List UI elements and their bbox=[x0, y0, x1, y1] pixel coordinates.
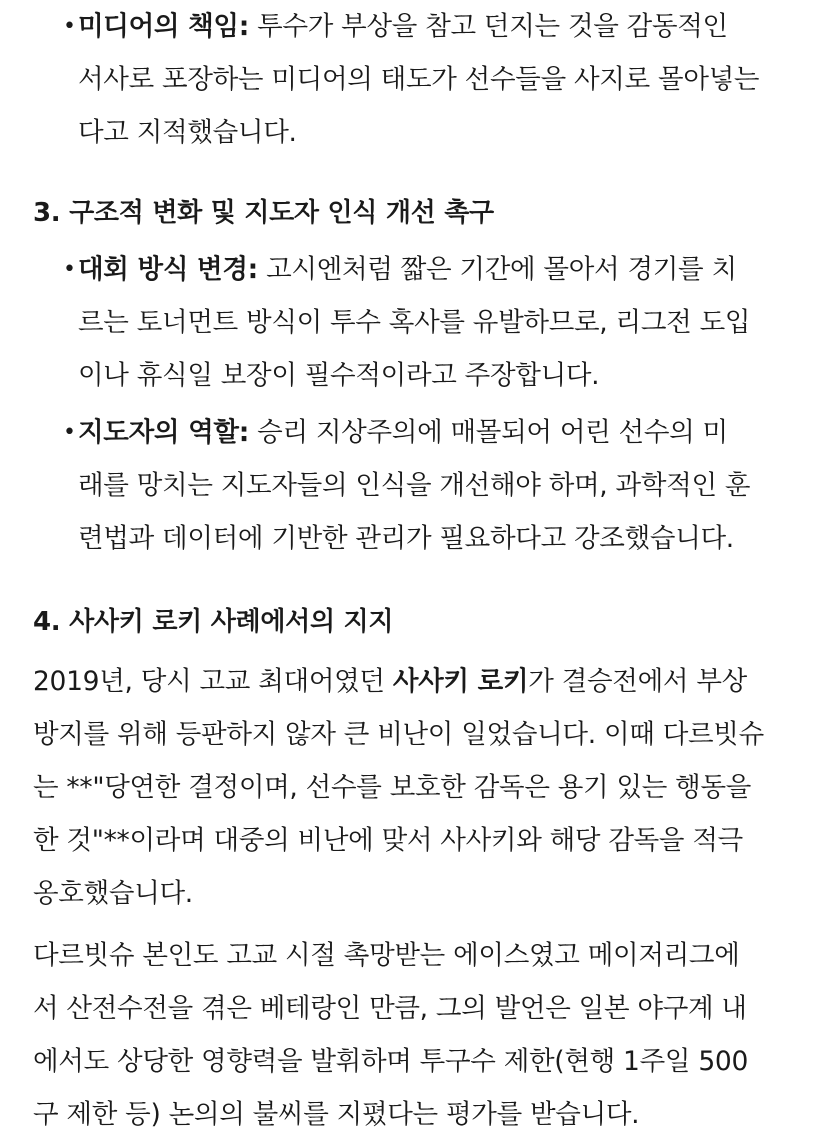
bullet-text: 고시엔처럼 짧은 기간에 몰아서 경기를 치 bbox=[257, 254, 737, 285]
paragraph-line: 방지를 위해 등판하지 않자 큰 비난이 일었습니다. 이때 다르빗슈 bbox=[33, 719, 764, 750]
paragraph-line: 구 제한 등) 논의의 불씨를 지폈다는 평가를 받습니다. bbox=[33, 1099, 640, 1130]
section-heading-3: 3. 구조적 변화 및 지도자 인식 개선 촉구 bbox=[33, 198, 494, 228]
section-heading-4: 4. 사사키 로키 사례에서의 지지 bbox=[33, 607, 394, 637]
bullet-line bbox=[78, 0, 795, 53]
paragraph-text: 가 결승전에서 부상 bbox=[528, 666, 747, 697]
bullet-term: 대회 방식 변경: bbox=[78, 254, 258, 285]
paragraph-line: 옹호했습니다. bbox=[33, 878, 193, 909]
paragraph-line: 다르빗슈 본인도 고교 시절 촉망받는 에이스였고 메이저리그에 bbox=[33, 940, 740, 971]
bullet-tournament-format bbox=[33, 243, 795, 402]
paragraph-sasaki bbox=[33, 655, 795, 920]
bullet-line: 르는 토너먼트 방식이 투수 혹사를 유발하므로, 리그전 도입 bbox=[78, 307, 751, 338]
bullet-term: 미디어의 책임: bbox=[78, 11, 250, 42]
bullet-line: 래를 망치는 지도자들의 인식을 개선해야 하며, 과학적인 훈 bbox=[78, 470, 751, 501]
bullet-text: 투수가 부상을 참고 던지는 것을 감동적인 bbox=[249, 11, 728, 42]
bullet-line bbox=[78, 243, 795, 296]
paragraph-darvish bbox=[33, 929, 795, 1141]
bullet-media-responsibility bbox=[33, 0, 795, 159]
bullet-line: 다고 지적했습니다. bbox=[78, 117, 297, 148]
bullet-leader-role bbox=[33, 406, 795, 565]
paragraph-line: 에서도 상당한 영향력을 발휘하며 투구수 제한(현행 1주일 500 bbox=[33, 1046, 749, 1077]
bullet-term: 지도자의 역할: bbox=[78, 417, 250, 448]
paragraph-line: 는 **"당연한 결정이며, 선수를 보호한 감독은 용기 있는 행동을 bbox=[33, 772, 752, 803]
bullet-line bbox=[78, 406, 795, 459]
paragraph-line bbox=[33, 655, 795, 708]
paragraph-line: 한 것"**이라며 대중의 비난에 맞서 사사키와 해당 감독을 적극 bbox=[33, 825, 743, 856]
bullet-text: 승리 지상주의에 매몰되어 어린 선수의 미 bbox=[249, 417, 728, 448]
bullet-line: 서사로 포장하는 미디어의 태도가 선수들을 사지로 몰아넣는 bbox=[78, 64, 760, 95]
paragraph-line: 서 산전수전을 겪은 베테랑인 만큼, 그의 발언은 일본 야구계 내 bbox=[33, 993, 747, 1024]
bullet-line: 련법과 데이터에 기반한 관리가 필요하다고 강조했습니다. bbox=[78, 523, 734, 554]
paragraph-strong: 사사키 로키 bbox=[392, 666, 529, 697]
paragraph-text: 2019년, 당시 고교 최대어였던 bbox=[33, 666, 393, 697]
bullet-line: 이나 휴식일 보장이 필수적이라고 주장합니다. bbox=[78, 360, 600, 391]
